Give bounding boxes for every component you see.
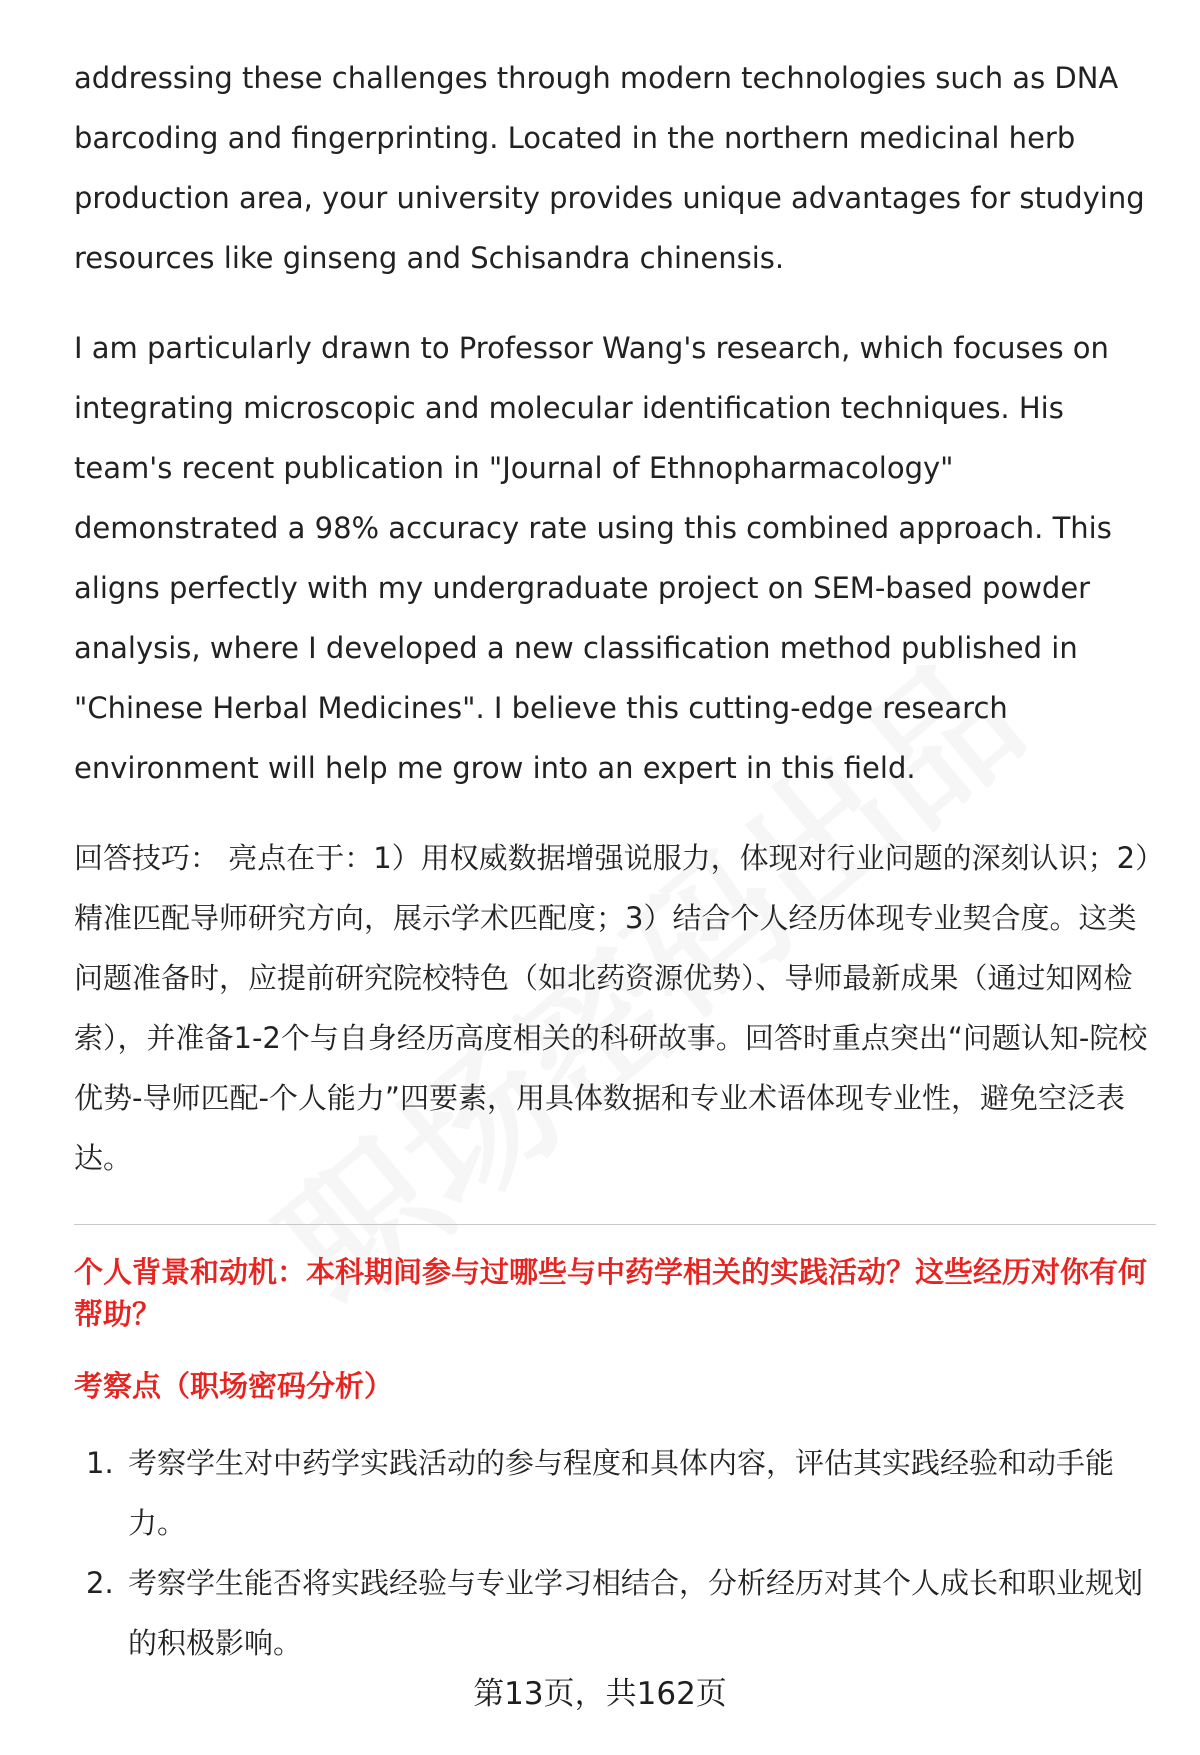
page-number-footer: 第13页，共162页 xyxy=(473,1676,727,1712)
question-heading: 个人背景和动机：本科期间参与过哪些与中药学相关的实践活动？这些经历对你有何帮助？ xyxy=(74,1255,1148,1331)
list-item-text: 考察学生能否将实践经验与专业学习相结合，分析经历对其个人成长和职业规划的积极影响。 xyxy=(128,1566,1144,1660)
list-item xyxy=(74,1433,1156,1553)
section-divider xyxy=(74,1224,1156,1225)
exam-points-list xyxy=(74,1433,1156,1673)
document-page xyxy=(74,48,1156,1673)
exam-points-heading: 考察点（职场密码分析） xyxy=(74,1369,394,1403)
paragraph-answer-tips: 回答技巧： 亮点在于：1）用权威数据增强说服力，体现对行业问题的深刻认识；2）精准匹配导师研究方向，展示学术匹配度；3）结合个人经历体现专业契合度。这类问题准备时，应提前研究院校特色（如北药资源优势）、导师最新成果（通过知网检索），并准备1-2个与自身经历高度相关的科研故事。回答时重点突出“问题认知-院校优势-导师匹配-个人能力”四要素，用具体数据和专业术语体现专业性，避免空泛表达。 xyxy=(74,841,1150,1175)
list-item-number: 2. xyxy=(86,1566,114,1600)
list-item-text: 考察学生对中药学实践活动的参与程度和具体内容，评估其实践经验和动手能力。 xyxy=(128,1446,1115,1540)
paragraph-professor-research: I am particularly drawn to Professor Wang's research, which focuses on integrating microscopic and molecular identification techniques. His team's recent publication in "Journal of Ethnopharmacology" demonstrated a 98% accuracy rate using this combined approach. This aligns perfectly with my undergraduate project on SEM-based powder analysis, where I developed a new classification method published in "Chinese Herbal Medicines". I believe this cutting-edge research environment will help me grow into an expert in this field. xyxy=(74,331,1112,785)
list-item xyxy=(74,1553,1156,1673)
paragraph-intro-continued: addressing these challenges through modern technologies such as DNA barcoding and fingerprinting. Located in the northern medicinal herb production area, your university provides unique advantages for studying resources like ginseng and Schisandra chinensis. xyxy=(74,61,1145,275)
list-item-number: 1. xyxy=(86,1446,114,1480)
